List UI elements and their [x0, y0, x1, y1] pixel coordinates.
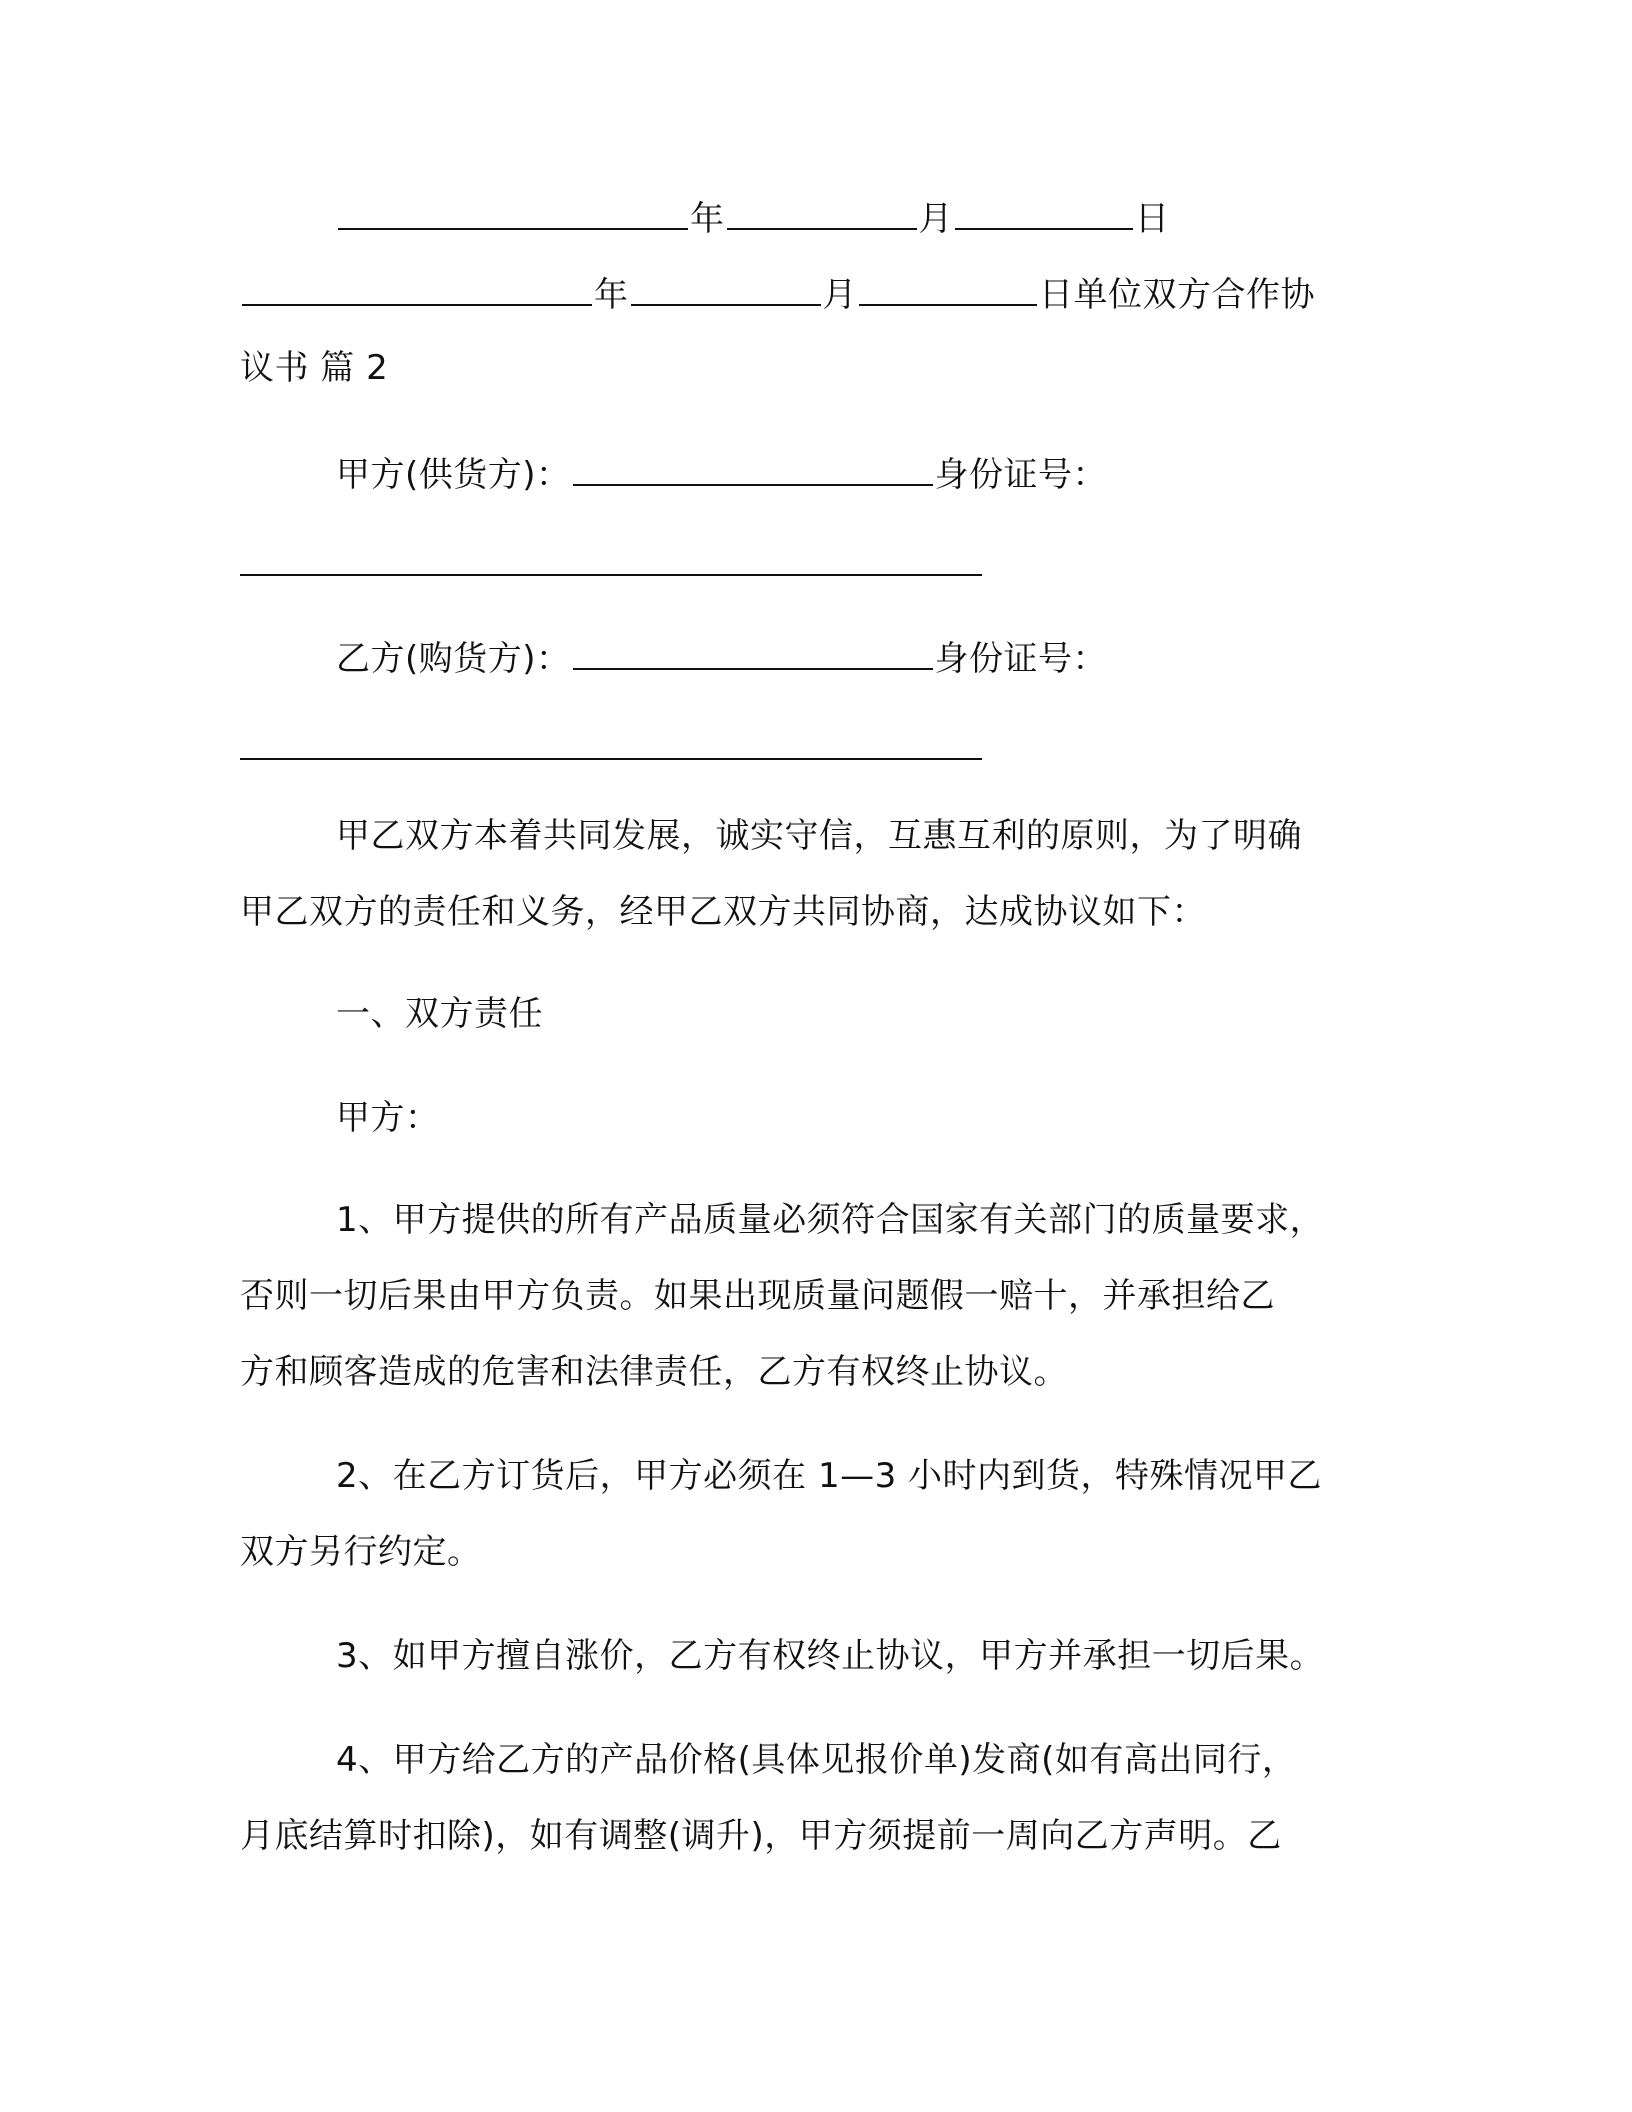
clause-1-line-3: 方和顾客造成的危害和法律责任，乙方有权终止协议。	[240, 1352, 1068, 1392]
clause-2-line-1: 2、在乙方订货后，甲方必须在 1—3 小时内到货，特殊情况甲乙	[336, 1456, 1323, 1496]
clause-1-line-1: 1、甲方提供的所有产品质量必须符合国家有关部门的质量要求，	[336, 1200, 1325, 1240]
title-month-label: 月	[822, 275, 857, 315]
party-b-name-blank	[573, 636, 933, 670]
clause-3-line-1: 3、如甲方擅自涨价，乙方有权终止协议，甲方并承担一切后果。	[336, 1636, 1325, 1676]
day-label: 日	[1135, 199, 1170, 239]
intro-line-1: 甲乙双方本着共同发展，诚实守信，互惠互利的原则，为了明确	[336, 816, 1302, 856]
title-day-blank	[859, 272, 1037, 306]
year-label: 年	[690, 199, 725, 239]
day-blank	[955, 196, 1133, 230]
section-heading: 一、双方责任	[336, 994, 543, 1034]
title-month-blank	[631, 272, 821, 306]
year-blank	[338, 196, 688, 230]
clause-2-line-2: 双方另行约定。	[240, 1532, 482, 1572]
party-a-heading: 甲方：	[336, 1098, 440, 1138]
party-b-id-blank	[240, 726, 982, 760]
month-blank	[727, 196, 917, 230]
party-a-name-blank	[573, 452, 933, 486]
title-year-label: 年	[594, 275, 629, 315]
party-a-id-blank	[240, 542, 982, 576]
title-text: 日单位双方合作协	[1039, 275, 1315, 315]
clause-4-line-1: 4、甲方给乙方的产品价格(具体见报价单)发商(如有高出同行，	[336, 1740, 1297, 1780]
title-line	[240, 272, 1400, 315]
title-year-blank	[242, 272, 592, 306]
title-line-2: 议书 篇 2	[240, 348, 389, 388]
party-a-label: 甲方(供货方)：	[336, 455, 571, 495]
party-b-label: 乙方(购货方)：	[336, 639, 571, 679]
party-b-line	[336, 636, 1400, 679]
party-a-id-label: 身份证号：	[934, 455, 1108, 495]
month-label: 月	[918, 199, 953, 239]
intro-line-2: 甲乙双方的责任和义务，经甲乙双方共同协商，达成协议如下：	[240, 892, 1206, 932]
clause-4-line-2: 月底结算时扣除)，如有调整(调升)，甲方须提前一周向乙方声明。乙	[240, 1816, 1282, 1856]
clause-1-line-2: 否则一切后果由甲方负责。如果出现质量问题假一赔十，并承担给乙	[240, 1276, 1275, 1316]
party-b-id-label: 身份证号：	[934, 639, 1108, 679]
party-a-id-line	[240, 542, 1400, 585]
party-a-line	[336, 452, 1400, 495]
date-line	[336, 196, 1400, 239]
party-b-id-line	[240, 726, 1400, 769]
